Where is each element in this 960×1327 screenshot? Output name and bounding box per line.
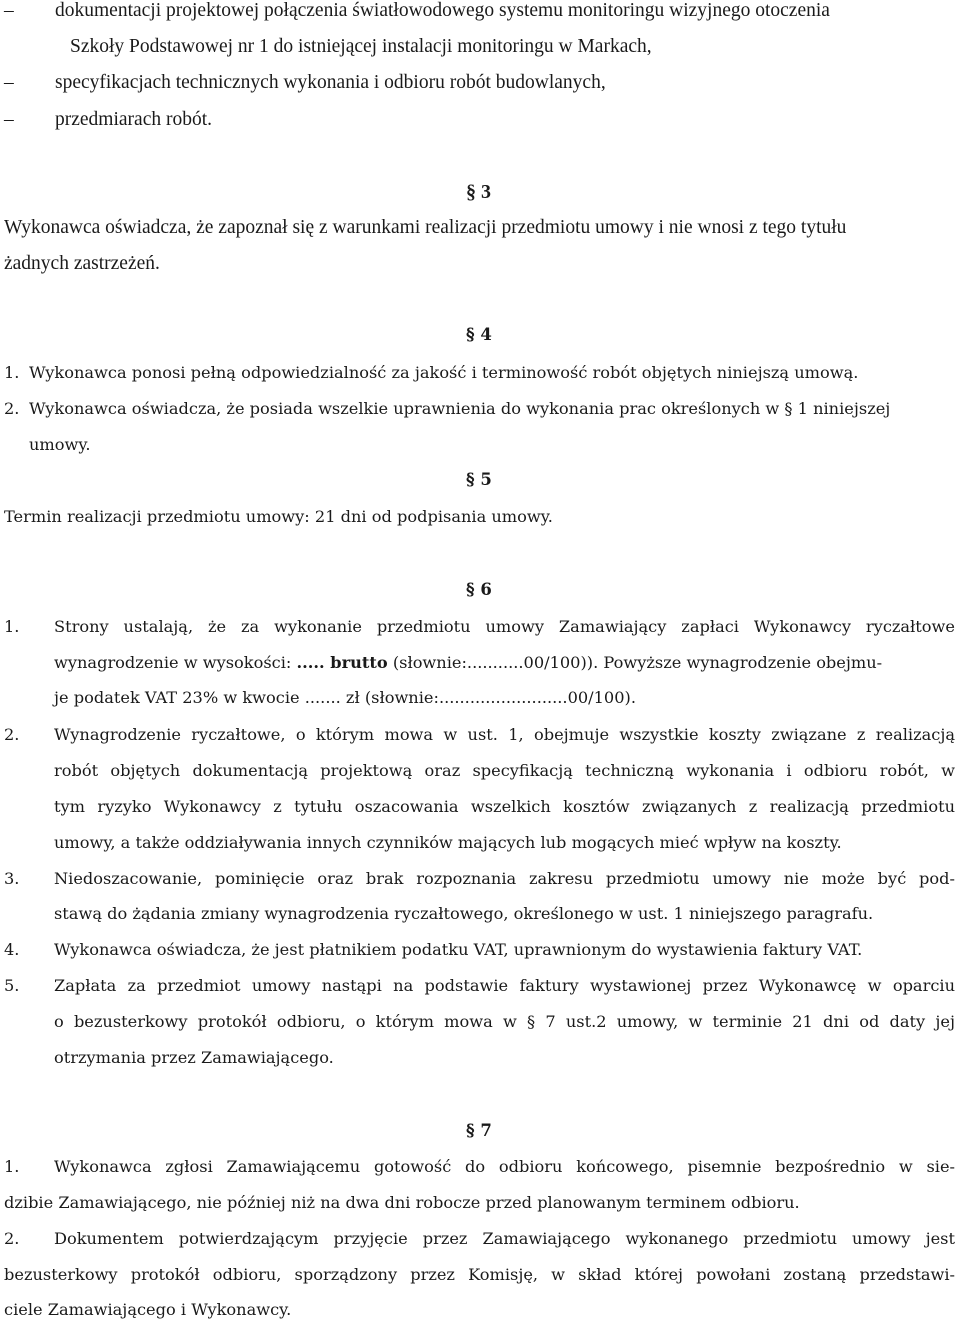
section-7-item-continuation: dzibie Zamawiającego, nie później niż na dwa dni robocze przed planowanym terminem odbioru. [4,1193,800,1212]
text-fragment: (słownie:...........00/100)). Powyższe wynagrodzenie obejmu- [387,653,883,672]
section-heading-7: § 7 [466,1121,492,1140]
section-6-item-continuation: umowy, a także oddziaływania innych czynników mających lub mogących mieć wpływ na koszty. [54,833,842,852]
list-number: 1. [4,363,20,382]
list-number: 3. [4,869,20,888]
section-4-item: Wykonawca ponosi pełną odpowiedzialność za jakość i terminowość robót objętych niniejszą umową. [29,363,859,382]
section-6-item: Wynagrodzenie ryczałtowe, o którym mowa w ust. 1, obejmuje wszystkie koszty związane z realizacją [54,725,955,744]
dash-marker: – [4,0,14,21]
dash-marker: – [4,72,14,93]
section-6-item: Wykonawca oświadcza, że jest płatnikiem podatku VAT, uprawnionym do wystawienia faktury VAT. [54,940,863,959]
section-6-item: Zapłata za przedmiot umowy nastąpi na podstawie faktury wystawionej przez Wykonawcę w oparciu [54,976,955,995]
section-heading-4: § 4 [466,325,492,344]
section-5-text: Termin realizacji przedmiotu umowy: 21 dni od podpisania umowy. [4,507,553,526]
section-7-item-continuation: bezusterkowy protokół odbioru, sporządzony przez Komisję, w skład której powołani zostaną przedstawi- [4,1265,955,1284]
list-number: 2. [4,1229,20,1248]
section-7-item: Wykonawca zgłosi Zamawiającemu gotowość do odbioru końcowego, pisemnie bezpośrednio w sie- [54,1157,955,1176]
section-6-item-continuation: robót objętych dokumentacją projektową oraz specyfikacją techniczną wykonania i odbioru robót, w [54,761,955,780]
list-item: specyfikacjach technicznych wykonania i odbioru robót budowlanych, [55,72,606,93]
list-number: 2. [4,399,20,418]
list-number: 2. [4,725,20,744]
section-6-item-continuation: tym ryzyko Wykonawcy z tytułu oszacowania wszelkich kosztów związanych z realizacją przedmiotu [54,797,955,816]
list-number: 1. [4,617,20,636]
list-item-continuation: Szkoły Podstawowej nr 1 do istniejącej instalacji monitoringu w Markach, [70,36,652,57]
list-number: 4. [4,940,20,959]
bold-amount: ..... brutto [296,653,388,672]
list-item: przedmiarach robót. [55,109,213,130]
section-6-item-continuation: je podatek VAT 23% w kwocie ....... zł (słownie:.........................00/100). [54,688,636,707]
section-7-item: Dokumentem potwierdzającym przyjęcie przez Zamawiającego wykonanego przedmiotu umowy jest [54,1229,955,1248]
section-6-item: Strony ustalają, że za wykonanie przedmiotu umowy Zamawiający zapłaci Wykonawcy ryczałtowe [54,617,955,636]
section-heading-5: § 5 [466,470,492,489]
section-4-item: Wykonawca oświadcza, że posiada wszelkie uprawnienia do wykonania prac określonych w § 1 niniejszej [29,399,891,418]
list-number: 1. [4,1157,20,1176]
dash-marker: – [4,109,14,130]
list-number: 5. [4,976,20,995]
section-6-item: Niedoszacowanie, pominięcie oraz brak rozpoznania zakresu przedmiotu umowy nie może być pod- [54,869,955,888]
list-item: dokumentacji projektowej połączenia światłowodowego systemu monitoringu wizyjnego otoczenia [55,0,830,21]
section-4-item-continuation: umowy. [29,435,91,454]
section-7-item-continuation: ciele Zamawiającego i Wykonawcy. [4,1300,292,1319]
text-fragment: wynagrodzenie w wysokości: [54,653,297,672]
section-3-text-line: Wykonawca oświadcza, że zapoznał się z warunkami realizacji przedmiotu umowy i nie wnosi z tego tytułu [4,217,847,238]
section-heading-3: § 3 [466,181,491,203]
section-6-item-continuation: stawą do żądania zmiany wynagrodzenia ryczałtowego, określonego w ust. 1 niniejszego paragrafu. [54,904,874,923]
section-6-item-continuation: o bezusterkowy protokół odbioru, o którym mowa w § 7 ust.2 umowy, w terminie 21 dni od daty jej [54,1012,955,1031]
section-6-item-continuation [54,653,882,672]
section-6-item-continuation: otrzymania przez Zamawiającego. [54,1048,334,1067]
section-3-text-line: żadnych zastrzeżeń. [4,253,160,274]
section-heading-6: § 6 [466,580,492,599]
